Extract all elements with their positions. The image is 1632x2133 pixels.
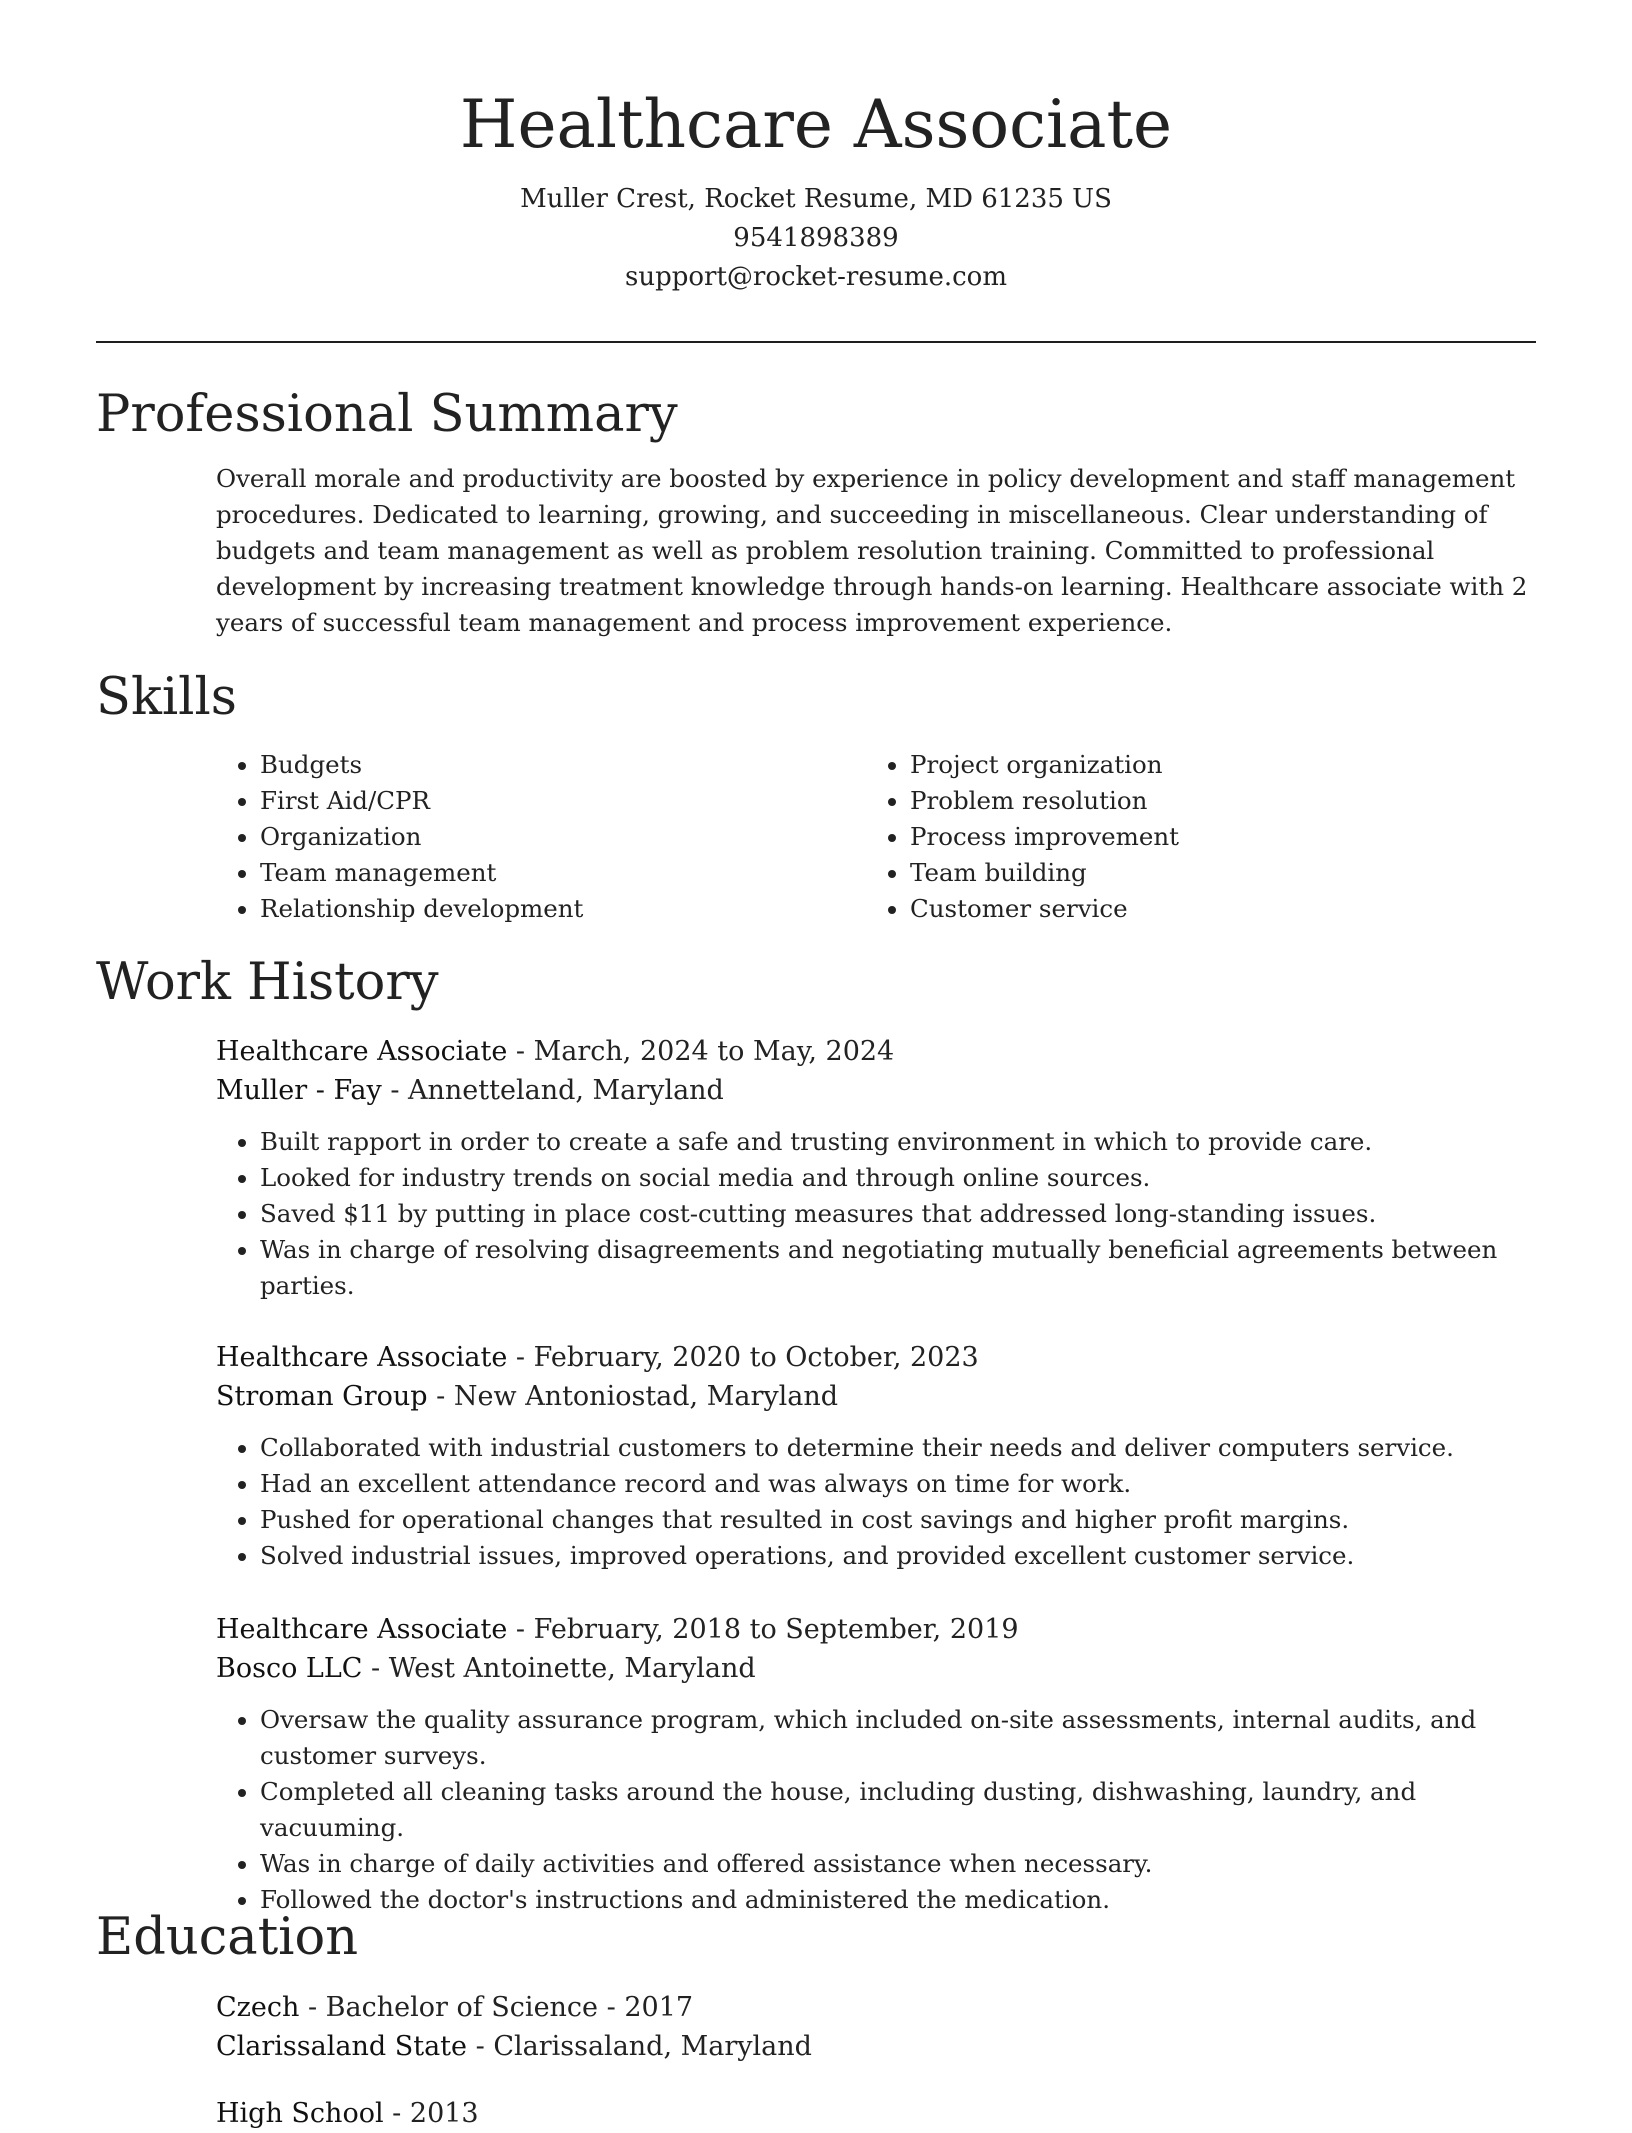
job-bullets <box>216 1430 1541 1574</box>
address: Muller Crest, Rocket Resume, MD 61235 US <box>520 184 1112 214</box>
job-bullet: • Completed all cleaning tasks around the house, including dusting, dishwashing, laundry, and vacuuming. <box>260 1774 1541 1846</box>
skills-list <box>216 747 1536 927</box>
job-dates: March, 2024 to May, 2024 <box>533 1036 895 1067</box>
job-location: Annetteland, Maryland <box>408 1075 724 1106</box>
job-company: Muller - Fay <box>216 1075 382 1106</box>
job-entry <box>216 1610 1541 1918</box>
resume-header <box>0 80 1632 297</box>
education-year: 2013 <box>409 2098 479 2129</box>
job-dates: February, 2018 to September, 2019 <box>533 1614 1019 1645</box>
education-location: Clarissaland, Maryland <box>493 2031 812 2062</box>
education-field: High School <box>216 2098 384 2129</box>
education-field: Czech <box>216 1992 300 2023</box>
job-bullet: • Followed the doctor's instructions and administered the medication. <box>260 1882 1541 1918</box>
job-bullet: • Had an excellent attendance record and was always on time for work. <box>260 1466 1541 1502</box>
skills-column-left <box>216 747 866 927</box>
job-bullet: • Oversaw the quality assurance program, which included on-site assessments, internal audits, and customer surveys. <box>260 1702 1541 1774</box>
skill-item: • Team building <box>910 855 1516 891</box>
skills-heading: Skills <box>96 668 237 727</box>
skills-column-right <box>866 747 1516 927</box>
job-company-line: Bosco LLC - West Antoinette, Maryland <box>216 1653 756 1684</box>
job-title-line: Healthcare Associate - February, 2020 to October, 2023 <box>216 1342 979 1373</box>
job-location: West Antoinette, Maryland <box>388 1653 756 1684</box>
email: support@rocket-resume.com <box>624 262 1007 292</box>
education-entry <box>216 2094 1541 2133</box>
skill-item: • Problem resolution <box>910 783 1516 819</box>
skill-item: • Customer service <box>910 891 1516 927</box>
contact-info <box>0 180 1632 297</box>
education-heading: Education <box>96 1908 359 1967</box>
job-location: New Antoniostad, Maryland <box>453 1381 839 1412</box>
education-school-line: Clarissaland State - Clarissaland, Maryland <box>216 2031 812 2062</box>
job-bullet: • Was in charge of resolving disagreements and negotiating mutually beneficial agreements between parties. <box>260 1232 1541 1304</box>
education-degree-line: Czech - Bachelor of Science - 2017 <box>216 1992 694 2023</box>
job-title-line: Healthcare Associate - March, 2024 to May, 2024 <box>216 1036 895 1067</box>
education-year: 2017 <box>624 1992 694 2023</box>
job-company-line: Stroman Group - New Antoniostad, Maryland <box>216 1381 839 1412</box>
job-dates: February, 2020 to October, 2023 <box>533 1342 979 1373</box>
skill-item: • Budgets <box>260 747 866 783</box>
job-bullets <box>216 1702 1541 1918</box>
job-bullet: • Saved $11 by putting in place cost-cutting measures that addressed long-standing issues. <box>260 1196 1541 1232</box>
job-bullet: • Was in charge of daily activities and offered assistance when necessary. <box>260 1846 1541 1882</box>
job-title: Healthcare Associate <box>216 1614 508 1645</box>
job-bullets <box>216 1124 1541 1304</box>
summary-text: Overall morale and productivity are boosted by experience in policy development and staff management procedures. Dedicated to learning, growing, and succeeding in miscellaneous. Clear understanding of budgets and team management as well as problem resolution training. Committed to professional development by increasing treatment knowledge through hands-on learning. Healthcare associate with 2 years of successful team management and process improvement experience. <box>216 464 1528 637</box>
job-title: Healthcare Associate <box>216 1036 508 1067</box>
job-bullet: • Looked for industry trends on social media and through online sources. <box>260 1160 1541 1196</box>
work-history-heading: Work History <box>96 953 439 1012</box>
job-bullet: • Built rapport in order to create a safe and trusting environment in which to provide care. <box>260 1124 1541 1160</box>
education-degree-line: High School - 2013 <box>216 2098 479 2129</box>
job-bullet: • Pushed for operational changes that resulted in cost savings and higher profit margins. <box>260 1502 1541 1538</box>
job-bullet: • Solved industrial issues, improved operations, and provided excellent customer service. <box>260 1538 1541 1574</box>
job-company: Stroman Group <box>216 1381 428 1412</box>
job-company-line: Muller - Fay - Annetteland, Maryland <box>216 1075 724 1106</box>
job-entry <box>216 1338 1541 1574</box>
skill-item: • Organization <box>260 819 866 855</box>
phone: 9541898389 <box>733 223 899 253</box>
education-school: Clarissaland State <box>216 2031 468 2062</box>
skill-item: • Project organization <box>910 747 1516 783</box>
candidate-name: Healthcare Associate <box>459 86 1173 163</box>
education-degree: Bachelor of Science <box>325 1992 599 2023</box>
job-title-line: Healthcare Associate - February, 2018 to September, 2019 <box>216 1614 1019 1645</box>
education-entry <box>216 1988 1541 2066</box>
job-company: Bosco LLC <box>216 1653 363 1684</box>
job-title: Healthcare Associate <box>216 1342 508 1373</box>
skill-item: • Team management <box>260 855 866 891</box>
skill-item: • Process improvement <box>910 819 1516 855</box>
job-entry <box>216 1032 1541 1304</box>
skill-item: • Relationship development <box>260 891 866 927</box>
job-bullet: • Collaborated with industrial customers to determine their needs and deliver computers service. <box>260 1430 1541 1466</box>
header-divider <box>96 341 1536 343</box>
summary-heading: Professional Summary <box>96 385 678 444</box>
skill-item: • First Aid/CPR <box>260 783 866 819</box>
